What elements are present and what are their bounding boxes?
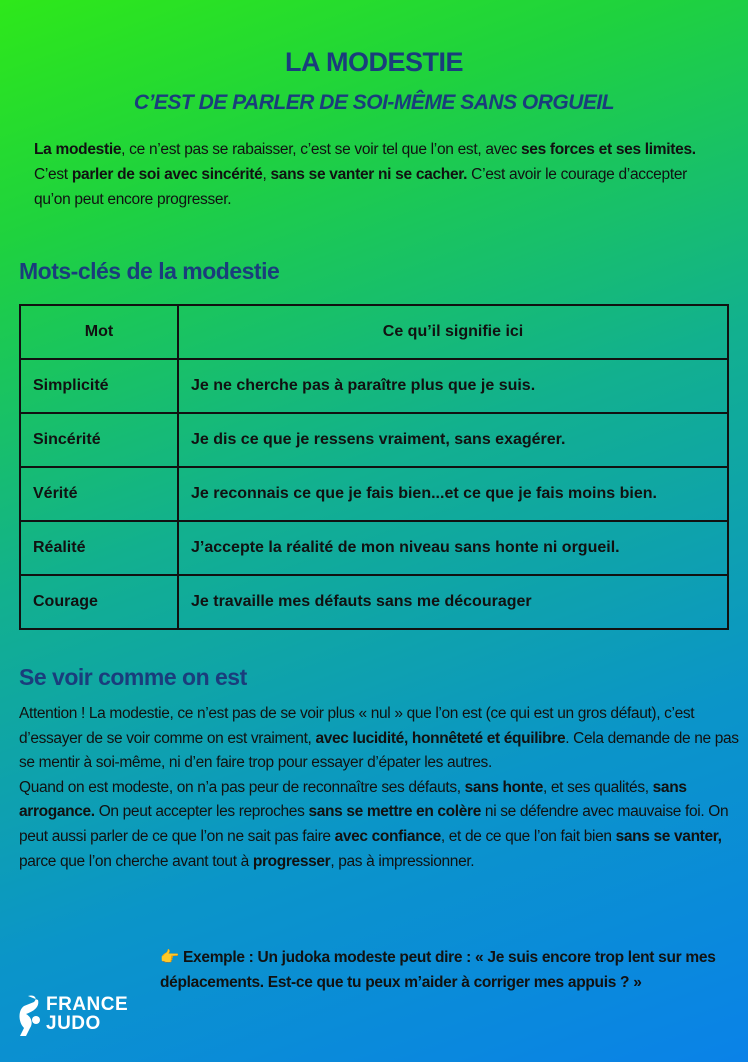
- body-text: , et ses qualités,: [542, 778, 653, 796]
- body-text: , ce n’est pas se rabaisser, c’est se voir tel que l’on est, avec: [121, 141, 521, 158]
- body-text: ,: [262, 166, 271, 183]
- page-subtitle: C’EST DE PARLER DE SOI-MÊME SANS ORGUEIL: [133, 91, 615, 114]
- table-row: [20, 521, 728, 575]
- example-text: Exemple : Un judoka modeste peut dire : « Je suis encore trop lent sur mes déplacements. Est-ce que tu peux m’aider à corriger mes appuis ? »: [160, 949, 716, 991]
- keywords-table: [19, 304, 729, 630]
- col-header-word: Mot: [20, 305, 178, 359]
- self-paragraph-1: [19, 702, 748, 776]
- emphasis-text: sans se vanter,: [615, 827, 722, 845]
- self-heading: Se voir comme on est: [19, 664, 247, 690]
- body-text: On peut accepter les reproches: [94, 803, 309, 821]
- logo-line-1: FRANCE: [46, 994, 129, 1015]
- page-title: LA MODESTIE: [284, 47, 463, 77]
- body-text: , et de ce que l’on fait bien: [440, 827, 616, 845]
- table-row: [20, 467, 728, 521]
- body-text: C’est avoir le courage d’accepter qu’on peut encore progresser.: [34, 166, 688, 208]
- self-paragraph-2: [19, 776, 748, 874]
- table-header-row: [20, 305, 728, 359]
- keyword-cell: Courage: [20, 575, 178, 629]
- meaning-cell: J’accepte la réalité de mon niveau sans honte ni orgueil.: [178, 521, 728, 575]
- body-text: ni se défendre avec mauvaise foi. On peut aussi parler de ce que l’on ne sait pas faire: [19, 803, 729, 845]
- self-body: [19, 702, 748, 874]
- emphasis-text: parler de soi avec sincérité: [71, 166, 263, 183]
- body-text: , pas à impressionner.: [330, 852, 475, 870]
- emphasis-text: avec confiance: [334, 827, 441, 845]
- emphasis-text: progresser: [252, 852, 331, 870]
- emphasis-text: La modestie: [34, 141, 122, 158]
- intro-paragraph: [34, 137, 724, 212]
- france-judo-logo: [14, 990, 134, 1042]
- meaning-cell: Je travaille mes défauts sans me décourager: [178, 575, 728, 629]
- judoka-logo-icon: [14, 992, 44, 1040]
- col-header-meaning: Ce qu’il signifie ici: [178, 305, 728, 359]
- logo-line-2: JUDO: [46, 1013, 101, 1034]
- keyword-cell: Vérité: [20, 467, 178, 521]
- body-text: Quand on est modeste, on n’a pas peur de reconnaître ses défauts,: [19, 778, 465, 796]
- emphasis-text: sans se mettre en colère: [308, 803, 481, 821]
- emphasis-text: sans arrogance.: [19, 778, 687, 821]
- body-text: C’est: [34, 166, 72, 183]
- example-callout: [160, 945, 720, 995]
- emphasis-text: ses forces et ses limites.: [520, 141, 696, 158]
- table-row: [20, 413, 728, 467]
- meaning-cell: Je reconnais ce que je fais bien...et ce que je fais moins bien.: [178, 467, 728, 521]
- keywords-heading: Mots-clés de la modestie: [19, 258, 280, 284]
- meaning-cell: Je ne cherche pas à paraître plus que je suis.: [178, 359, 728, 413]
- body-text: Attention ! La modestie, ce n’est pas de se voir plus « nul » que l’on est (ce qui est un gros défaut), c’est d’essayer de se voir comme on est vraiment,: [19, 705, 695, 747]
- keyword-cell: Réalité: [20, 521, 178, 575]
- table-row: [20, 575, 728, 629]
- pointing-hand-icon: 👉: [160, 949, 179, 966]
- keyword-cell: Sincérité: [20, 413, 178, 467]
- emphasis-text: sans honte: [464, 778, 543, 796]
- emphasis-text: sans se vanter ni se cacher.: [270, 166, 468, 183]
- keyword-cell: Simplicité: [20, 359, 178, 413]
- body-text: parce que l’on cherche avant tout à: [19, 852, 253, 870]
- body-text: . Cela demande de ne pas se mentir à soi-même, ni d’en faire trop pour essayer d’épater les autres.: [19, 729, 739, 772]
- meaning-cell: Je dis ce que je ressens vraiment, sans exagérer.: [178, 413, 728, 467]
- table-row: [20, 359, 728, 413]
- emphasis-text: avec lucidité, honnêteté et équilibre: [315, 729, 566, 747]
